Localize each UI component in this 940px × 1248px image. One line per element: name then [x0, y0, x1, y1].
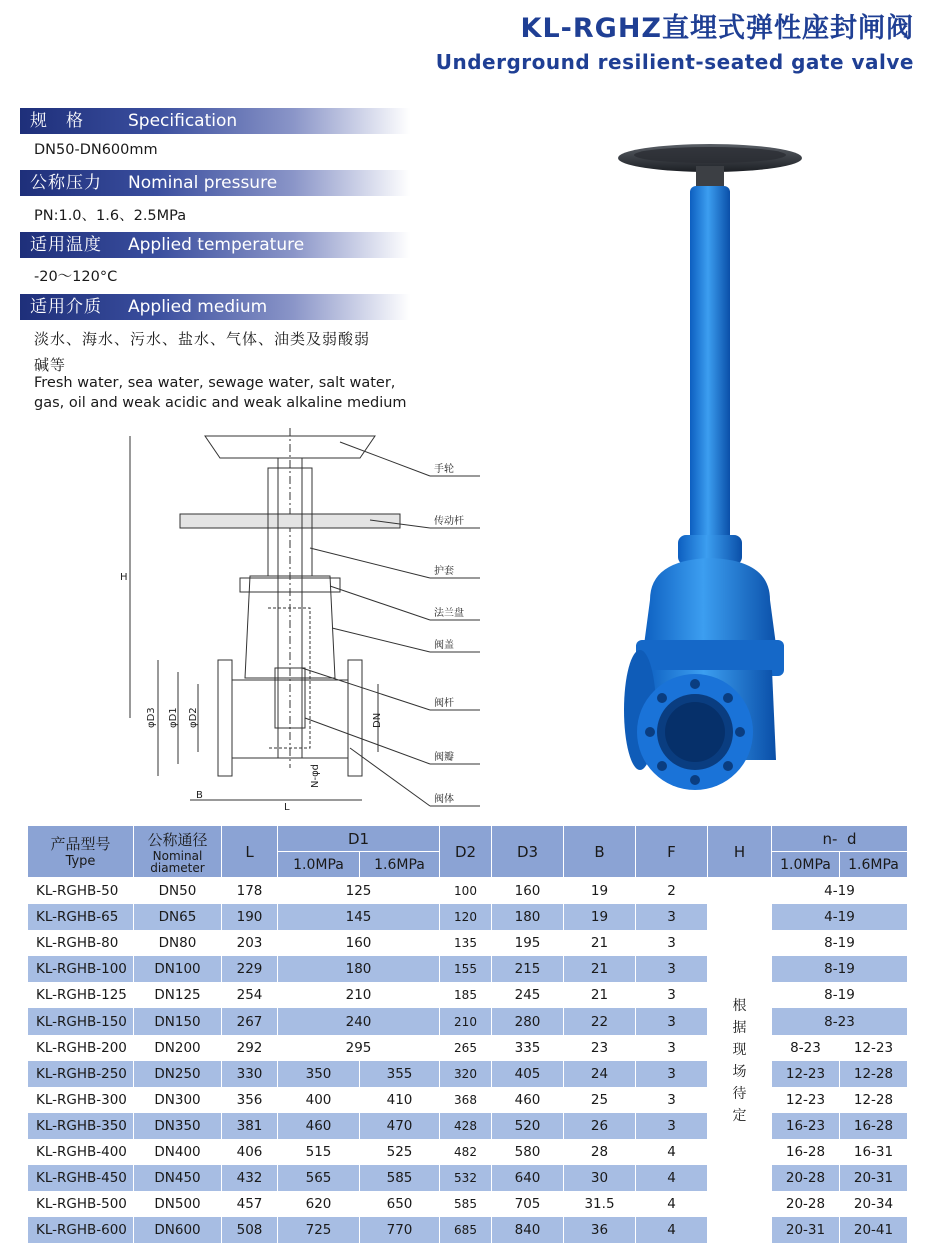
valve-product-photo — [600, 140, 820, 800]
cell-nd: 8-19 — [772, 982, 908, 1008]
cell-d1-16mpa: 770 — [360, 1217, 440, 1243]
cell-b: 21 — [564, 982, 636, 1008]
cell-l: 292 — [222, 1035, 278, 1061]
applied-medium-cn: 淡水、海水、污水、盐水、气体、油类及弱酸弱碱等 — [34, 330, 371, 374]
cell-nd-16mpa: 12-28 — [840, 1087, 908, 1113]
table-row — [28, 1191, 908, 1217]
cell-nd-16mpa: 20-34 — [840, 1191, 908, 1217]
cell-nd-10mpa: 8-23 — [772, 1035, 840, 1061]
cell-d2: 685 — [440, 1217, 492, 1243]
cell-d1-16mpa: 470 — [360, 1113, 440, 1139]
cell-nominal-diameter: DN65 — [134, 904, 222, 930]
cell-nd: 8-19 — [772, 930, 908, 956]
cell-f: 3 — [636, 1008, 708, 1034]
cell-type: KL-RGHB-350 — [28, 1113, 134, 1139]
dim-label-d3: φD3 — [146, 707, 157, 728]
cell-f: 3 — [636, 930, 708, 956]
left-flange-outline — [218, 660, 232, 776]
cell-h-note — [708, 878, 772, 1243]
cell-nominal-diameter: DN100 — [134, 956, 222, 982]
cell-d3: 460 — [492, 1087, 564, 1113]
cell-d3: 180 — [492, 904, 564, 930]
cell-l: 190 — [222, 904, 278, 930]
cell-nominal-diameter: DN600 — [134, 1217, 222, 1243]
section-bar-specification — [20, 108, 410, 134]
cell-d2: 368 — [440, 1087, 492, 1113]
cell-b: 19 — [564, 878, 636, 904]
col-header-f: F — [636, 826, 708, 878]
cell-l: 457 — [222, 1191, 278, 1217]
cell-nd-10mpa: 20-28 — [772, 1165, 840, 1191]
cell-d1-16mpa: 650 — [360, 1191, 440, 1217]
part-label-handwheel: 手轮 — [434, 464, 454, 475]
part-label-sheath: 护套 — [434, 566, 454, 577]
cell-l: 254 — [222, 982, 278, 1008]
col-header-nominal-diameter: 公称通径 Nominal diameter — [134, 826, 222, 878]
cell-nd-10mpa: 16-28 — [772, 1139, 840, 1165]
cell-d1-16mpa: 355 — [360, 1061, 440, 1087]
cell-type: KL-RGHB-500 — [28, 1191, 134, 1217]
table-row — [28, 1139, 908, 1165]
cell-l: 508 — [222, 1217, 278, 1243]
cell-b: 23 — [564, 1035, 636, 1061]
cell-type: KL-RGHB-50 — [28, 878, 134, 904]
section-title-cn: 适用温度 — [30, 235, 102, 255]
table-row — [28, 930, 908, 956]
section-title-en: Specification — [128, 111, 238, 131]
table-row — [28, 1061, 908, 1087]
col-header-nd-10mpa: 1.0MPa — [772, 852, 840, 878]
cell-f: 3 — [636, 1113, 708, 1139]
col-header-d1-16mpa: 1.6MPa — [360, 852, 440, 878]
cell-l: 267 — [222, 1008, 278, 1034]
cell-f: 3 — [636, 904, 708, 930]
cell-d1: 180 — [278, 956, 440, 982]
cell-nominal-diameter: DN50 — [134, 878, 222, 904]
cell-d2: 532 — [440, 1165, 492, 1191]
dim-label-l: L — [284, 802, 290, 813]
extension-stem-shape — [690, 186, 730, 546]
cell-l: 203 — [222, 930, 278, 956]
cell-nominal-diameter: DN200 — [134, 1035, 222, 1061]
section-bar-applied-temperature — [20, 232, 410, 258]
cell-nominal-diameter: DN500 — [134, 1191, 222, 1217]
cell-f: 2 — [636, 878, 708, 904]
section-title-cn: 公称压力 — [30, 173, 102, 193]
table-row — [28, 878, 908, 904]
cell-type: KL-RGHB-250 — [28, 1061, 134, 1087]
h-note-char: 场 — [732, 1063, 747, 1080]
cell-d3: 705 — [492, 1191, 564, 1217]
cell-d3: 160 — [492, 878, 564, 904]
section-title-cn: 适用介质 — [30, 297, 102, 317]
col-header-d1: D1 — [278, 826, 440, 852]
cell-d3: 280 — [492, 1008, 564, 1034]
cell-d3: 840 — [492, 1217, 564, 1243]
cell-nominal-diameter: DN125 — [134, 982, 222, 1008]
cell-f: 3 — [636, 982, 708, 1008]
cell-nd-16mpa: 16-31 — [840, 1139, 908, 1165]
transmission-rod-outline — [180, 514, 400, 528]
cell-f: 3 — [636, 1061, 708, 1087]
cell-d1-16mpa: 525 — [360, 1139, 440, 1165]
valve-technical-drawing — [110, 428, 490, 818]
dim-label-d1: φD1 — [168, 707, 179, 728]
cell-nd-10mpa: 20-28 — [772, 1191, 840, 1217]
cell-nominal-diameter: DN150 — [134, 1008, 222, 1034]
cell-f: 3 — [636, 1035, 708, 1061]
cell-type: KL-RGHB-600 — [28, 1217, 134, 1243]
right-flange-outline — [348, 660, 362, 776]
cell-d2: 482 — [440, 1139, 492, 1165]
cell-l: 330 — [222, 1061, 278, 1087]
dim-label-b: B — [196, 790, 203, 801]
cell-d3: 195 — [492, 930, 564, 956]
cell-d3: 245 — [492, 982, 564, 1008]
cell-d2: 210 — [440, 1008, 492, 1034]
col-header-h: H — [708, 826, 772, 878]
page-title-cn: KL-RGHZ直埋式弹性座封闸阀 — [520, 13, 914, 44]
section-bar-nominal-pressure — [20, 170, 410, 196]
cell-nd: 8-19 — [772, 956, 908, 982]
applied-temperature-value: -20～120°C — [34, 269, 118, 285]
cell-type: KL-RGHB-125 — [28, 982, 134, 1008]
cell-d2: 320 — [440, 1061, 492, 1087]
cell-f: 4 — [636, 1139, 708, 1165]
cell-d3: 335 — [492, 1035, 564, 1061]
cell-type: KL-RGHB-65 — [28, 904, 134, 930]
section-bar-applied-medium — [20, 294, 410, 320]
cell-b: 26 — [564, 1113, 636, 1139]
cell-nd: 4-19 — [772, 878, 908, 904]
cell-d2: 185 — [440, 982, 492, 1008]
table-row — [28, 982, 908, 1008]
cell-b: 22 — [564, 1008, 636, 1034]
part-label-flange-plate: 法兰盘 — [434, 608, 464, 619]
table-row — [28, 1087, 908, 1113]
cell-d3: 580 — [492, 1139, 564, 1165]
cell-b: 30 — [564, 1165, 636, 1191]
col-header-d3: D3 — [492, 826, 564, 878]
cell-type: KL-RGHB-100 — [28, 956, 134, 982]
part-label-disc: 阀瓣 — [434, 752, 454, 763]
cell-d1: 125 — [278, 878, 440, 904]
cell-b: 19 — [564, 904, 636, 930]
cell-b: 25 — [564, 1087, 636, 1113]
cell-nd-16mpa: 16-28 — [840, 1113, 908, 1139]
table-row — [28, 904, 908, 930]
h-note-char: 据 — [732, 1019, 747, 1036]
dim-label-nd: N-φd — [310, 763, 321, 788]
cell-b: 31.5 — [564, 1191, 636, 1217]
cell-nominal-diameter: DN350 — [134, 1113, 222, 1139]
cell-nd-16mpa: 20-41 — [840, 1217, 908, 1243]
cell-type: KL-RGHB-300 — [28, 1087, 134, 1113]
cell-f: 4 — [636, 1217, 708, 1243]
cell-f: 3 — [636, 1087, 708, 1113]
cell-nd: 4-19 — [772, 904, 908, 930]
section-title-en: Applied temperature — [128, 235, 305, 255]
cell-nd-10mpa: 12-23 — [772, 1061, 840, 1087]
cell-d2: 100 — [440, 878, 492, 904]
cell-d3: 640 — [492, 1165, 564, 1191]
table-row — [28, 1113, 908, 1139]
cell-l: 178 — [222, 878, 278, 904]
col-header-type: 产品型号 Type — [28, 826, 134, 878]
cell-nd: 8-23 — [772, 1008, 908, 1034]
col-header-nd-16mpa: 1.6MPa — [840, 852, 908, 878]
h-note-char: 现 — [732, 1041, 747, 1058]
h-note-char: 待 — [732, 1085, 747, 1102]
cell-d2: 120 — [440, 904, 492, 930]
cell-d3: 520 — [492, 1113, 564, 1139]
cell-nominal-diameter: DN250 — [134, 1061, 222, 1087]
applied-medium-en: Fresh water, sea water, sewage water, salt water, gas, oil and weak acidic and weak alkaline medium — [34, 375, 407, 411]
col-header-b: B — [564, 826, 636, 878]
section-title-en: Nominal pressure — [128, 173, 278, 193]
dim-label-dn: DN — [372, 712, 383, 728]
col-header-d1-10mpa: 1.0MPa — [278, 852, 360, 878]
cell-d1: 210 — [278, 982, 440, 1008]
cell-b: 24 — [564, 1061, 636, 1087]
dim-label-d2: φD2 — [188, 707, 199, 728]
h-note-char: 定 — [732, 1107, 747, 1124]
cell-type: KL-RGHB-80 — [28, 930, 134, 956]
cell-nd-10mpa: 16-23 — [772, 1113, 840, 1139]
table-row — [28, 1008, 908, 1034]
cell-b: 21 — [564, 930, 636, 956]
table-row — [28, 1035, 908, 1061]
cell-d2: 265 — [440, 1035, 492, 1061]
cell-d1: 160 — [278, 930, 440, 956]
cell-type: KL-RGHB-400 — [28, 1139, 134, 1165]
cell-d2: 585 — [440, 1191, 492, 1217]
table-row — [28, 956, 908, 982]
spec-table — [28, 826, 908, 1243]
cell-d1-10mpa: 400 — [278, 1087, 360, 1113]
cell-nominal-diameter: DN300 — [134, 1087, 222, 1113]
cell-d1-10mpa: 515 — [278, 1139, 360, 1165]
cell-d1-10mpa: 725 — [278, 1217, 360, 1243]
part-label-transmission-rod: 传动杆 — [434, 516, 464, 527]
cell-type: KL-RGHB-200 — [28, 1035, 134, 1061]
table-row — [28, 1165, 908, 1191]
h-note-char: 根 — [732, 997, 747, 1014]
cell-nd-10mpa: 20-31 — [772, 1217, 840, 1243]
cell-d1: 145 — [278, 904, 440, 930]
cell-b: 21 — [564, 956, 636, 982]
cell-nd-10mpa: 12-23 — [772, 1087, 840, 1113]
cell-d2: 428 — [440, 1113, 492, 1139]
cell-f: 4 — [636, 1165, 708, 1191]
cell-l: 229 — [222, 956, 278, 982]
cell-nominal-diameter: DN400 — [134, 1139, 222, 1165]
cell-d3: 405 — [492, 1061, 564, 1087]
part-label-stem: 阀杆 — [434, 698, 454, 709]
cell-d1-16mpa: 585 — [360, 1165, 440, 1191]
cell-nominal-diameter: DN80 — [134, 930, 222, 956]
cell-d2: 135 — [440, 930, 492, 956]
cell-b: 36 — [564, 1217, 636, 1243]
cell-d1-16mpa: 410 — [360, 1087, 440, 1113]
col-header-l: L — [222, 826, 278, 878]
cell-d3: 215 — [492, 956, 564, 982]
dim-label-h: H — [120, 572, 128, 583]
specification-value: DN50-DN600mm — [34, 142, 158, 158]
cell-f: 4 — [636, 1191, 708, 1217]
cell-nd-16mpa: 12-23 — [840, 1035, 908, 1061]
nominal-pressure-value: PN:1.0、1.6、2.5MPa — [34, 208, 187, 224]
cell-nominal-diameter: DN450 — [134, 1165, 222, 1191]
cell-nd-16mpa: 12-28 — [840, 1061, 908, 1087]
page-title-en: Underground resilient-seated gate valve — [435, 50, 914, 74]
cell-l: 432 — [222, 1165, 278, 1191]
cell-nd-16mpa: 20-31 — [840, 1165, 908, 1191]
cell-d1: 240 — [278, 1008, 440, 1034]
part-label-bonnet: 阀盖 — [434, 640, 454, 651]
cell-d1-10mpa: 620 — [278, 1191, 360, 1217]
col-header-d2: D2 — [440, 826, 492, 878]
cell-d1-10mpa: 460 — [278, 1113, 360, 1139]
cell-type: KL-RGHB-450 — [28, 1165, 134, 1191]
section-title-cn: 规 格 — [30, 111, 84, 131]
cell-type: KL-RGHB-150 — [28, 1008, 134, 1034]
cell-l: 406 — [222, 1139, 278, 1165]
cell-d2: 155 — [440, 956, 492, 982]
cell-b: 28 — [564, 1139, 636, 1165]
section-title-en: Applied medium — [128, 297, 268, 317]
cell-d1-10mpa: 565 — [278, 1165, 360, 1191]
cell-l: 356 — [222, 1087, 278, 1113]
cell-f: 3 — [636, 956, 708, 982]
cell-d1-10mpa: 350 — [278, 1061, 360, 1087]
cell-l: 381 — [222, 1113, 278, 1139]
cell-d1: 295 — [278, 1035, 440, 1061]
part-label-body: 阀体 — [434, 794, 454, 805]
col-header-nd: n- d — [772, 826, 908, 852]
table-row — [28, 1217, 908, 1243]
